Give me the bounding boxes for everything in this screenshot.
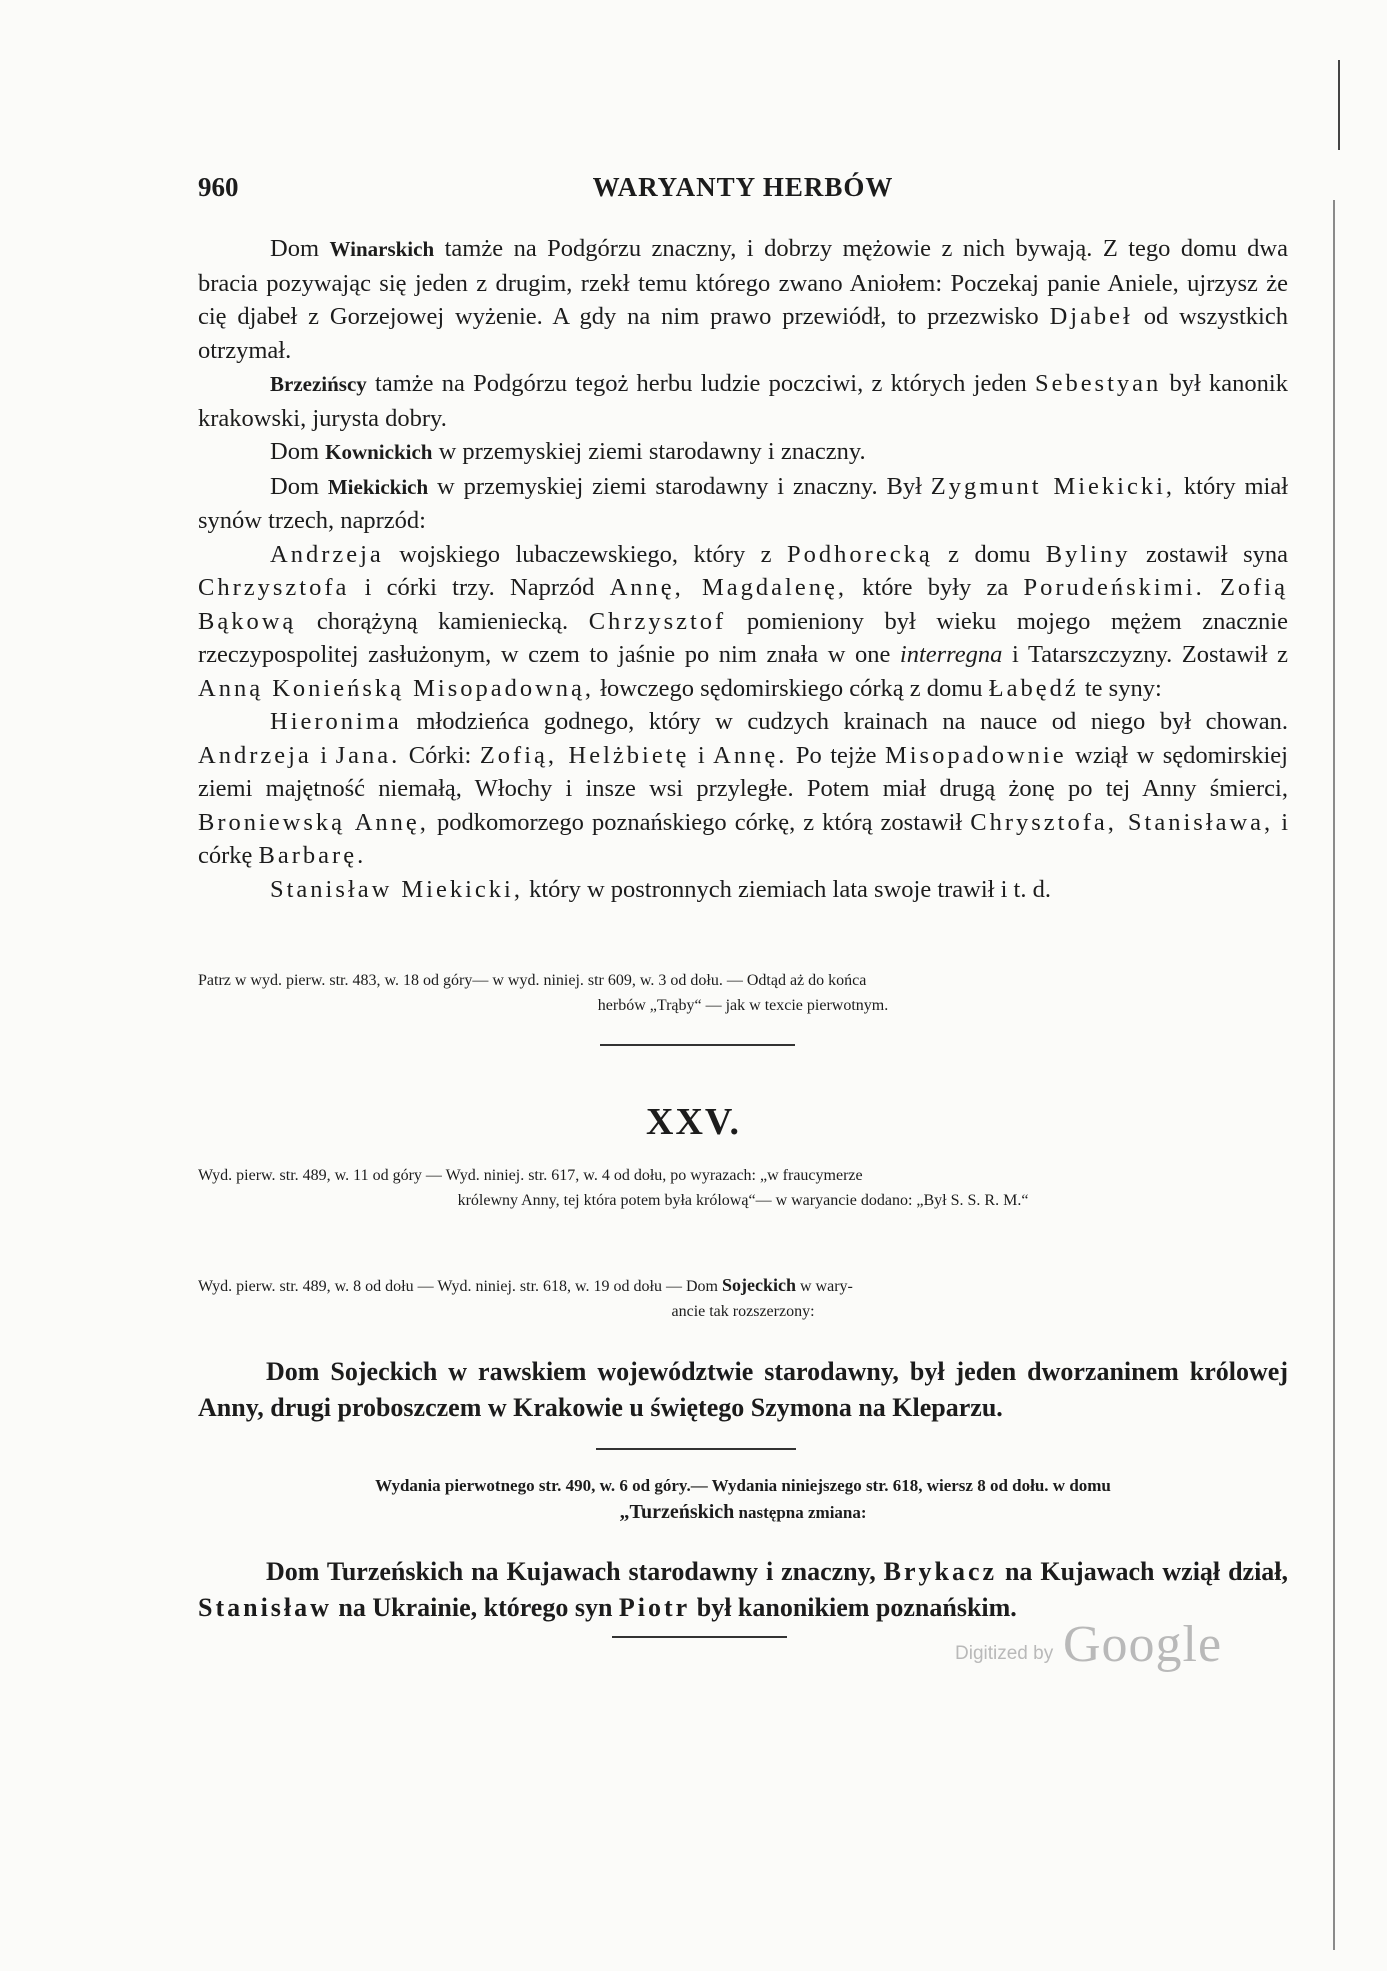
paragraph-sojeckich: Dom Sojeckich w rawskiem województwie starodawny, był jeden dworzaninem królowej Anny, drugi proboszczem w Krakowie u świętego Szymona na Kleparzu.: [198, 1357, 1288, 1422]
paragraph-hieronima: Hieronima młodzieńca godnego, który w cudzych krainach na nauce od niego był chowan. Andrzeja i Jana. Córki: Zofią, Helżbietę i Annę. Po tejże Misopadownie wziął w sędomirskiej ziemi majętność niemałą, Włochy i insze wsi przyległe. Potem miał drugą żonę po tej Anny śmierci, Broniewską Annę, podkomorzego poznańskiego córkę, z którą zostawił Chrysztofa, Stanisława, i córkę Barbarę.: [198, 708, 1289, 869]
scan-edge-line: [1333, 200, 1335, 1950]
paragraph-turzenskich: Dom Turzeńskich na Kujawach starodawny i znaczny, Brykacz na Kujawach wziął dział, Stanisław na Ukrainie, którego syn Piotr był kanonikiem poznańskim.: [198, 1557, 1289, 1622]
family-name: Miekickich: [327, 474, 429, 499]
family-name: Brzezińscy: [270, 372, 367, 396]
paragraph-winarskich: Dom Winarskich tamże na Podgórzu znaczny, i dobrzy mężowie z nich bywają. Z tego domu dwa bracia pozywając się jeden z drugim, rzekł temu którego zwano Aniołem: Poczekaj panie Aniele, ujrzysz że cię djabeł z Gorzejowej wyżenie. A gdy na nim prawo przewiódł, to przezwisko Djabeł od wszystkich otrzymał.: [198, 235, 1289, 364]
editorial-note-1: Patrz w wyd. pierw. str. 483, w. 18 od góry— w wyd. niniej. str 609, w. 3 od dołu. — Odtąd aż do końca herbów „Trąby“ — jak w texcie pierwotnym.: [198, 972, 889, 1014]
family-name: Sojeckich: [330, 1357, 438, 1386]
divider: [600, 1044, 795, 1046]
paragraph-stanislaw: Stanisław Miekicki, który w postronnych ziemiach lata swoje trawił i t. d.: [270, 875, 1051, 903]
family-name: Kownickich: [325, 440, 433, 464]
editorial-note-2: Wyd. pierw. str. 489, w. 11 od góry — Wyd. niniej. str. 617, w. 4 od dołu, po wyrazach: „w fraucymerze królewny Anny, tej która potem była królową“— w waryancie dodano: „Był S. S. R. M.“: [198, 1167, 1029, 1209]
section-number: XXV.: [646, 1101, 741, 1143]
family-name: Turzeńskich: [326, 1557, 464, 1586]
family-name: „Turzeńskich: [619, 1501, 735, 1523]
page-number: 960: [198, 172, 239, 202]
running-title: WARYANTY HERBÓW: [592, 172, 894, 202]
family-name: Sojeckich: [721, 1275, 796, 1295]
divider: [612, 1636, 787, 1638]
divider: [596, 1448, 796, 1450]
editorial-note-4: Wydania pierwotnego str. 490, w. 6 od góry.— Wydania niniejszego str. 618, wiersz 8 od dołu. w domu „Turzeńskich następna zmiana:: [375, 1476, 1111, 1523]
scan-edge-line: [1338, 60, 1340, 150]
paragraph-kownickich: Dom Kownickich w przemyskiej ziemi starodawny i znaczny.: [270, 438, 866, 465]
digitized-watermark: Digitized by Google: [955, 1616, 1223, 1673]
paragraph-brzezinscy: Brzezińscy tamże na Podgórzu tegoż herbu ludzie poczciwi, z których jeden Sebestyan był kanonik krakowski, jurysta dobry.: [198, 370, 1288, 432]
editorial-note-3: Wyd. pierw. str. 489, w. 8 od dołu — Wyd. niniej. str. 618, w. 19 od dołu — Dom Sojeckich w wary- ancie tak rozszerzony:: [198, 1275, 853, 1320]
paragraph-miekickich: Dom Miekickich w przemyskiej ziemi starodawny i znaczny. Był Zygmunt Miekicki, który miał synów trzech, naprzód:: [198, 472, 1289, 534]
main-text: [198, 232, 1288, 906]
paragraph-andrzeja: Andrzeja wojskiego lubaczewskiego, który z Podhorecką z domu Byliny zostawił syna Chrzysztofa i córki trzy. Naprzód Annę, Magdalenę, które były za Porudeńskimi. Zofią Bąkową chorążyną kamieniecką. Chrzysztof pomieniony był wieku mojego mężem znacznie rzeczypospolitej zasłużonym, w czem to jaśnie po nim znała w one interregna i Tatarszczyzny. Zostawił z Anną Konieńską Misopadowną, łowczego sędomirskiego córką z domu Łabędź te syny:: [198, 540, 1288, 702]
family-name: Winarskich: [329, 237, 435, 261]
page-header: [198, 172, 1288, 212]
